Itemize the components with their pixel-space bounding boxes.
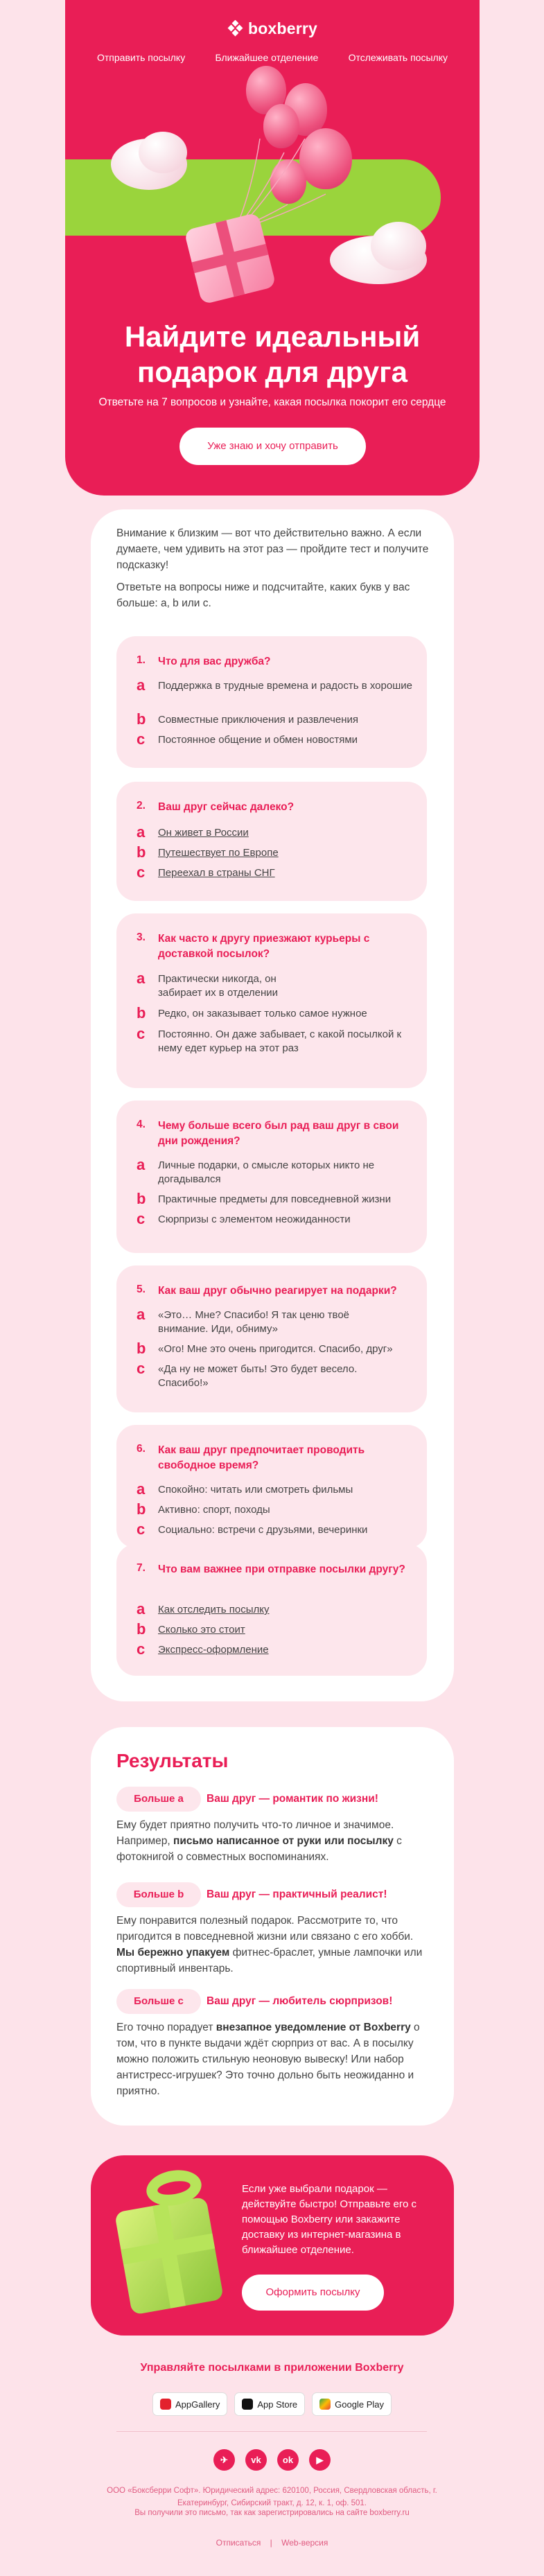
result-pill-b: Больше b bbox=[116, 1882, 201, 1907]
web-version-link[interactable]: Web-версия bbox=[281, 2538, 328, 2548]
question-card-4: 4. Чему больше всего был рад ваш друг в свои дни рождения? a Личные подарки, о смысле которых никто не догадывался b Практичные предметы для повседневной жизни c Сюрпризы с элементом неожиданности bbox=[116, 1101, 427, 1253]
result-text-c: Его точно порадует внезапное уведомление от Boxberry о том, что в пункте выдачи ждёт сюрприз от вас. А в посылку можно положить стильную неоновую вывеску! Или набор антистресс-игрушек? Это точно дольно быть неожиданно и приятно. bbox=[116, 2022, 420, 2097]
result-text-b: Ему понравится полезный подарок. Рассмотрите то, что пригодится в повседневной жизни или связано с его хобби. Мы бережно упакуем фитнес-браслет, умные лампочки или спортивный инвентарь. bbox=[116, 1915, 423, 1974]
footer-links: Отписаться | Web-версия bbox=[216, 2538, 328, 2548]
unsubscribe-link[interactable]: Отписаться bbox=[216, 2538, 261, 2548]
question-title: Что для вас дружба? bbox=[158, 656, 271, 667]
result-pill-a: Больше a bbox=[116, 1787, 201, 1812]
vk-icon[interactable]: vk bbox=[245, 2449, 267, 2471]
create-parcel-button[interactable]: Оформить посылку bbox=[242, 2275, 384, 2311]
question-card-1: 1. Что для вас дружба? a Поддержка в трудные времена и радость в хорошие b Совместные приключения и развлечения c Постоянное общение и обмен новостями bbox=[116, 636, 427, 768]
question-title: Как ваш друг обычно реагирует на подарки? bbox=[158, 1285, 397, 1297]
top-nav bbox=[65, 52, 480, 63]
cloud-right-small-decoration bbox=[371, 222, 426, 270]
youtube-icon[interactable]: ▶ bbox=[309, 2449, 331, 2471]
app-heading: Управляйте посылками в приложении Boxberry bbox=[140, 2362, 404, 2374]
question-card-2: 2. Ваш друг сейчас далеко? a Он живет в России b Путешествует по Европе c Переехал в страны СНГ bbox=[116, 782, 427, 901]
result-heading-a: Ваш друг — романтик по жизни! bbox=[207, 1793, 378, 1805]
promo-banner bbox=[91, 2155, 454, 2336]
result-heading-b: Ваш друг — практичный реалист! bbox=[207, 1889, 387, 1900]
result-heading-c: Ваш друг — любитель сюрпризов! bbox=[207, 1995, 393, 2007]
question-title: Как часто к другу приезжают курьеры с доставкой посылок? bbox=[158, 933, 370, 960]
result-text-a: Ему будет приятно получить что-то личное и значимое. Например, письмо написанное от руки или посылку с фотокнигой о совместных воспоминаниях. bbox=[116, 1819, 402, 1863]
question-card-3: 3. Как часто к другу приезжают курьеры с доставкой посылок? a Практически никогда, он забирает их в отделении b Редко, он заказывает только самое нужное c Постоянно. Он даже забывает, с какой посылкой к нему едет курьер на этот раз bbox=[116, 913, 427, 1088]
question-number: 6. bbox=[137, 1443, 146, 1455]
cloud-left-small-decoration bbox=[139, 132, 187, 173]
question-title: Чему больше всего был рад ваш друг в свои дни рождения? bbox=[158, 1120, 399, 1147]
question-card-7: 7. Что вам важнее при отправке посылки другу? a Как отследить посылку b Сколько это стоит c Экспресс-оформление bbox=[116, 1544, 427, 1676]
question-title: Что вам важнее при отправке посылки другу? bbox=[158, 1563, 405, 1575]
green-gift-icon bbox=[114, 2197, 224, 2315]
brand-logo[interactable] bbox=[65, 19, 480, 38]
logo-text: boxberry bbox=[247, 19, 318, 37]
result-pill-c: Больше c bbox=[116, 1989, 201, 2014]
question-number: 7. bbox=[137, 1562, 146, 1574]
question-title: Как ваш друг предпочитает проводить свободное время? bbox=[158, 1444, 365, 1471]
appgallery-badge[interactable]: AppGallery bbox=[152, 2392, 227, 2416]
legal-address: ООО «Боксберри Софт». Юридический адрес: 620100, Россия, Свердловская область, г. Екатеринбург, Сибирский тракт, д. 12, к. 1, оф. 501. bbox=[107, 2487, 437, 2507]
nav-send-parcel[interactable]: Отправить посылку bbox=[97, 52, 186, 63]
app-store-badges bbox=[0, 2392, 544, 2416]
results-title: Результаты bbox=[116, 1750, 229, 1771]
odnoklassniki-icon[interactable]: ok bbox=[277, 2449, 299, 2471]
question-number: 2. bbox=[137, 800, 146, 812]
social-links bbox=[0, 2449, 544, 2471]
google-play-icon bbox=[319, 2399, 331, 2410]
legal-reason: Вы получили это письмо, так как зарегистрировались на сайте boxberry.ru bbox=[134, 2509, 410, 2517]
nav-nearest-office[interactable]: Ближайшее отделение bbox=[215, 52, 319, 63]
hero-cta-button[interactable]: Уже знаю и хочу отправить bbox=[179, 428, 366, 465]
appgallery-icon bbox=[160, 2399, 171, 2410]
intro-paragraph-2: Ответьте на вопросы ниже и подсчитайте, каких букв у вас больше: а, b или c. bbox=[116, 581, 410, 609]
apple-icon bbox=[242, 2399, 253, 2410]
telegram-icon[interactable]: ✈ bbox=[213, 2449, 235, 2471]
question-title: Ваш друг сейчас далеко? bbox=[158, 801, 295, 813]
question-number: 3. bbox=[137, 931, 146, 943]
google-play-badge[interactable]: Google Play bbox=[312, 2392, 392, 2416]
question-number: 1. bbox=[137, 654, 146, 666]
question-number: 4. bbox=[137, 1119, 146, 1130]
question-card-5: 5. Как ваш друг обычно реагирует на подарки? a «Это… Мне? Спасибо! Я так ценю твоё внимание. Иди, обниму» b «Ого! Мне это очень пригодится. Спасибо, друг» c «Да ну не может быть! Это будет весело. Спасибо!» bbox=[116, 1265, 427, 1412]
hero-title: Найдите идеальный подарок для друга bbox=[124, 320, 421, 388]
question-number: 5. bbox=[137, 1283, 146, 1295]
hero-subtitle: Ответьте на 7 вопросов и узнайте, какая посылка покорит его сердце bbox=[98, 396, 446, 408]
intro-paragraph-1: Внимание к близким — вот что действительно важно. А если думаете, чем удивить на этот раз — пройдите тест и получите подсказку! bbox=[116, 527, 429, 571]
nav-track-parcel[interactable]: Отслеживать посылку bbox=[348, 52, 448, 63]
promo-text: Если уже выбрали подарок — действуйте быстро! Отправьте его с помощью Boxberry или закажите доставку из интернет-магазина в ближайшее отделение. bbox=[242, 2183, 416, 2256]
footer-divider bbox=[116, 2431, 427, 2432]
boxberry-logo-icon bbox=[227, 20, 244, 37]
app-store-badge[interactable]: App Store bbox=[234, 2392, 305, 2416]
question-card-6: 6. Как ваш друг предпочитает проводить свободное время? a Спокойно: читать или смотреть фильмы b Активно: спорт, походы c Социально: встречи с друзьями, вечеринки bbox=[116, 1425, 427, 1548]
